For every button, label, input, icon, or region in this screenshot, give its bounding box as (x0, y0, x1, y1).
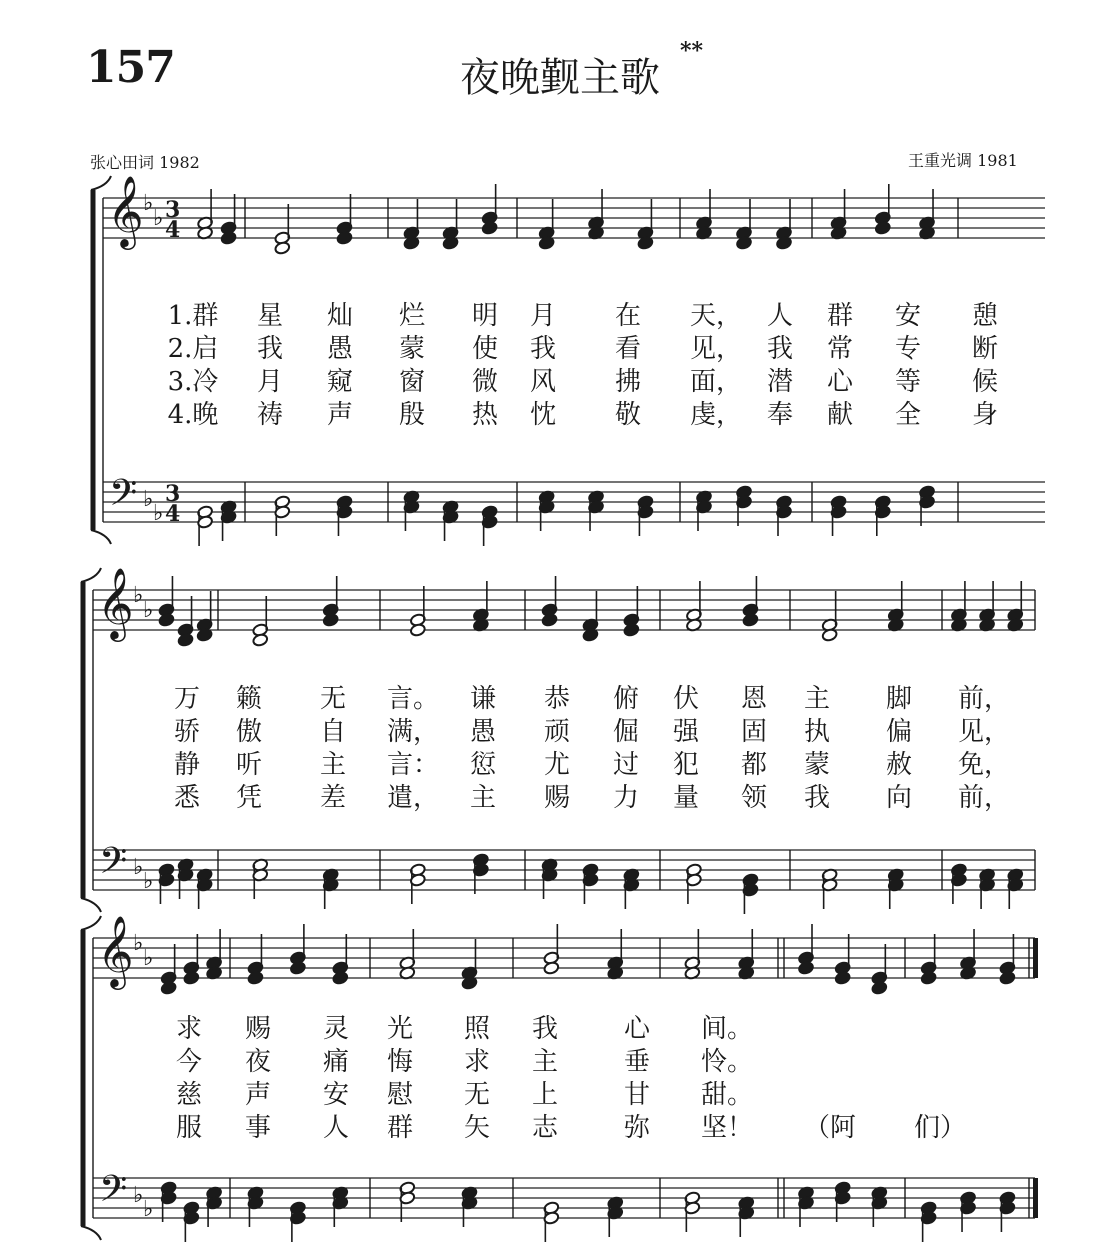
lyric-syllable: 身 (971, 400, 999, 430)
lyric-syllable: 向 (885, 783, 913, 813)
lyric-syllable: 2.启 (167, 334, 219, 364)
lyric-syllable: 面， (689, 367, 743, 397)
lyric-syllable: 固 (740, 717, 768, 747)
quarter-note-head (920, 971, 937, 985)
quarter-note-head (177, 633, 194, 647)
lyric-syllable: 弥 (623, 1113, 651, 1143)
lyric-syllable: 谦 (469, 684, 497, 714)
lyric-syllable: 人 (766, 301, 794, 331)
lyric-syllable: 俯 (612, 684, 640, 714)
lyric-syllable: 犯 (672, 750, 700, 780)
lyric-syllable: 风 (529, 367, 557, 397)
flat-accidental-icon: ♭ (133, 583, 144, 608)
lyric-syllable: 主 (531, 1047, 559, 1077)
hymn-title: 夜晚觐主歌 (460, 55, 660, 101)
lyric-syllable: 窥 (326, 367, 354, 397)
lyric-syllable: 今 (175, 1047, 203, 1077)
quarter-note-head (290, 961, 307, 975)
lyric-syllable: 窗 (398, 367, 426, 397)
flat-accidental-icon: ♭ (143, 598, 154, 623)
quarter-note-head (871, 981, 888, 995)
treble-clef-icon: 𝄞 (97, 566, 134, 639)
lyric-syllable: 1.群 (167, 301, 219, 331)
quarter-note-head (158, 613, 175, 627)
flat-accidental-icon: ♭ (143, 487, 154, 512)
composer-credit: 王重光调 1981 (908, 151, 1018, 170)
lyric-syllable: 上 (531, 1080, 559, 1110)
lyric-syllable: 自 (319, 717, 347, 747)
lyric-syllable: 赐 (244, 1014, 272, 1044)
lyric-syllable: 憩 (971, 301, 999, 331)
lyric-syllable: 满， (386, 717, 440, 747)
lyric-syllable: 尤 (543, 750, 571, 780)
quarter-note-head (481, 221, 498, 235)
lyric-syllable: 候 (971, 367, 999, 397)
flat-accidental-icon: ♭ (143, 191, 154, 216)
quarter-note-head (834, 971, 851, 985)
final-bar-line (1033, 938, 1038, 978)
quarter-note-head (623, 623, 640, 637)
lyric-syllable: 志 (531, 1113, 559, 1143)
lyric-syllable: 月 (529, 301, 557, 331)
lyric-syllable: 间。 (700, 1014, 754, 1044)
lyric-syllable: 夜 (244, 1047, 272, 1077)
lyric-syllable: 我 (531, 1014, 559, 1044)
lyric-syllable: 无 (463, 1080, 491, 1110)
flat-accidental-icon: ♭ (153, 501, 164, 526)
lyric-syllable: 坚！ (700, 1113, 754, 1143)
lyric-syllable: 求 (175, 1014, 203, 1044)
lyric-syllable: 奉 (766, 400, 794, 430)
lyric-syllable: 前， (957, 783, 1011, 813)
bass-clef-icon: 𝄢 (99, 1168, 128, 1219)
lyric-syllable: 断 (971, 334, 999, 364)
amen-open: （阿 (803, 1113, 857, 1143)
lyric-syllable: 免， (957, 750, 1011, 780)
lyric-syllable: 甜。 (700, 1080, 754, 1110)
lyric-syllable: 3.冷 (167, 367, 219, 397)
final-bar-line (1033, 1178, 1038, 1218)
time-signature-bottom: 4 (165, 501, 181, 527)
lyric-syllable: 心 (623, 1014, 651, 1044)
quarter-note-head (247, 971, 264, 985)
bass-clef-icon: 𝄢 (99, 840, 128, 891)
lyric-syllable: 傲 (235, 717, 263, 747)
lyric-syllable: 主 (319, 750, 347, 780)
lyric-syllable: 安 (894, 301, 922, 331)
bracket-hook-bottom (81, 898, 101, 912)
lyric-syllable: 静 (173, 750, 201, 780)
lyric-syllable: 星 (256, 301, 284, 331)
flat-accidental-icon: ♭ (143, 869, 154, 894)
lyric-syllable: 主 (803, 684, 831, 714)
lyric-syllable: 光 (386, 1014, 414, 1044)
lyric-syllable: 群 (386, 1113, 414, 1143)
flat-accidental-icon: ♭ (133, 1183, 144, 1208)
lyric-syllable: 事 (244, 1113, 272, 1143)
lyric-syllable: 言。 (386, 684, 440, 714)
lyric-syllable: 痛 (322, 1047, 350, 1077)
lyric-syllable: 言： (386, 750, 440, 780)
lyric-syllable: 声 (244, 1080, 272, 1110)
lyric-syllable: 见， (957, 717, 1011, 747)
bracket-hook-bottom (81, 1226, 101, 1240)
amen-close: 们） (913, 1113, 967, 1143)
lyric-syllable: 微 (471, 367, 499, 397)
lyric-syllable: 烂 (398, 301, 426, 331)
quarter-note-head (541, 613, 558, 627)
quarter-note-head (220, 231, 237, 245)
lyric-syllable: 蒙 (803, 750, 831, 780)
lyric-syllable: 量 (672, 783, 700, 813)
lyric-syllable: 伏 (672, 684, 700, 714)
lyric-syllable: 恭 (543, 684, 571, 714)
quarter-note-head (999, 971, 1016, 985)
title-footnote-mark: ** (680, 38, 704, 64)
quarter-note-head (874, 221, 891, 235)
lyric-syllable: 前， (957, 684, 1011, 714)
lyric-syllable: 人 (322, 1113, 350, 1143)
hymn-number: 157 (86, 42, 175, 93)
time-signature-top: 3 (165, 481, 181, 507)
flat-accidental-icon: ♭ (133, 855, 144, 880)
lyric-syllable: 凭 (235, 783, 263, 813)
flat-accidental-icon: ♭ (143, 946, 154, 971)
lyric-syllable: 灵 (322, 1014, 350, 1044)
lyric-syllable: 照 (463, 1014, 491, 1044)
quarter-note-head (183, 971, 200, 985)
lyric-syllable: 万 (173, 684, 201, 714)
lyric-syllable: 我 (766, 334, 794, 364)
lyric-syllable: 主 (469, 783, 497, 813)
lyric-syllable: 心 (826, 367, 854, 397)
lyric-syllable: 慈 (175, 1080, 203, 1110)
quarter-note-head (336, 231, 353, 245)
lyric-syllable: 力 (612, 783, 640, 813)
lyric-syllable: 都 (740, 750, 768, 780)
lyric-syllable: 垂 (623, 1047, 651, 1077)
lyric-syllable: 矢 (463, 1113, 491, 1143)
lyric-syllable: 服 (175, 1113, 203, 1143)
half-note-head (274, 241, 291, 255)
lyric-syllable: 愆 (469, 750, 497, 780)
flat-accidental-icon: ♭ (153, 206, 164, 231)
lyricist-credit: 张心田词 1982 (90, 153, 200, 172)
treble-clef-icon: 𝄞 (97, 914, 134, 987)
lyric-syllable: 愚 (326, 334, 354, 364)
quarter-note-head (160, 981, 177, 995)
lyric-syllable: 悉 (173, 783, 201, 813)
lyric-syllable: 悔 (386, 1047, 414, 1077)
flat-accidental-icon: ♭ (133, 931, 144, 956)
lyric-syllable: 献 (826, 400, 854, 430)
lyric-syllable: 强 (672, 717, 700, 747)
quarter-note-head (742, 613, 759, 627)
lyric-syllable: 我 (529, 334, 557, 364)
lyric-syllable: 差 (319, 783, 347, 813)
lyric-syllable: 求 (463, 1047, 491, 1077)
lyric-syllable: 见， (689, 334, 743, 364)
lyric-syllable: 甘 (623, 1080, 651, 1110)
quarter-note-head (798, 961, 815, 975)
lyric-syllable: 祷 (256, 400, 284, 430)
lyric-syllable: 脚 (885, 684, 913, 714)
lyric-syllable: 热 (471, 400, 499, 430)
lyric-syllable: 常 (826, 334, 854, 364)
lyric-syllable: 敬 (614, 400, 642, 430)
lyric-syllable: 群 (826, 301, 854, 331)
lyric-syllable: 拂 (614, 367, 642, 397)
lyric-syllable: 4.晚 (167, 400, 219, 430)
lyric-syllable: 月 (256, 367, 284, 397)
lyric-syllable: 虔， (689, 400, 743, 430)
lyric-syllable: 籁 (235, 684, 263, 714)
lyric-syllable: 蒙 (398, 334, 426, 364)
lyric-syllable: 倔 (612, 717, 640, 747)
lyric-syllable: 使 (471, 334, 499, 364)
lyric-syllable: 顽 (543, 717, 571, 747)
lyric-syllable: 赦 (885, 750, 913, 780)
lyric-syllable: 赐 (543, 783, 571, 813)
treble-clef-icon: 𝄞 (107, 174, 144, 247)
half-note-head (410, 623, 427, 637)
lyric-syllable: 领 (740, 783, 768, 813)
lyric-syllable: 我 (256, 334, 284, 364)
quarter-note-head (322, 613, 339, 627)
lyric-syllable: 慰 (386, 1080, 414, 1110)
lyric-syllable: 偏 (885, 717, 913, 747)
time-signature-bottom: 4 (165, 217, 181, 243)
lyric-syllable: 声 (326, 400, 354, 430)
lyric-syllable: 在 (614, 301, 642, 331)
lyric-syllable: 愚 (469, 717, 497, 747)
half-note-head (543, 961, 560, 975)
lyric-syllable: 执 (803, 717, 831, 747)
bass-clef-icon: 𝄢 (109, 472, 138, 523)
lyric-syllable: 忱 (529, 400, 557, 430)
lyric-syllable: 我 (803, 783, 831, 813)
flat-accidental-icon: ♭ (143, 1197, 154, 1222)
lyric-syllable: 怜。 (700, 1047, 754, 1077)
lyric-syllable: 恩 (740, 684, 768, 714)
lyric-syllable: 专 (894, 334, 922, 364)
lyric-syllable: 骄 (173, 717, 201, 747)
lyric-syllable: 明 (471, 301, 499, 331)
quarter-note-head (332, 971, 349, 985)
lyric-syllable: 无 (319, 684, 347, 714)
lyric-syllable: 全 (894, 400, 922, 430)
lyric-syllable: 潜 (766, 367, 794, 397)
lyric-syllable: 看 (614, 334, 642, 364)
lyric-syllable: 等 (894, 367, 922, 397)
time-signature-top: 3 (165, 197, 181, 223)
half-note-head (252, 633, 269, 647)
lyric-syllable: 安 (322, 1080, 350, 1110)
lyric-syllable: 遣， (386, 783, 440, 813)
lyric-syllable: 灿 (326, 301, 354, 331)
lyric-syllable: 过 (612, 750, 640, 780)
lyric-syllable: 听 (235, 750, 263, 780)
lyric-syllable: 殷 (398, 400, 426, 430)
bracket-hook-bottom (91, 530, 111, 544)
lyric-syllable: 天， (689, 301, 743, 331)
